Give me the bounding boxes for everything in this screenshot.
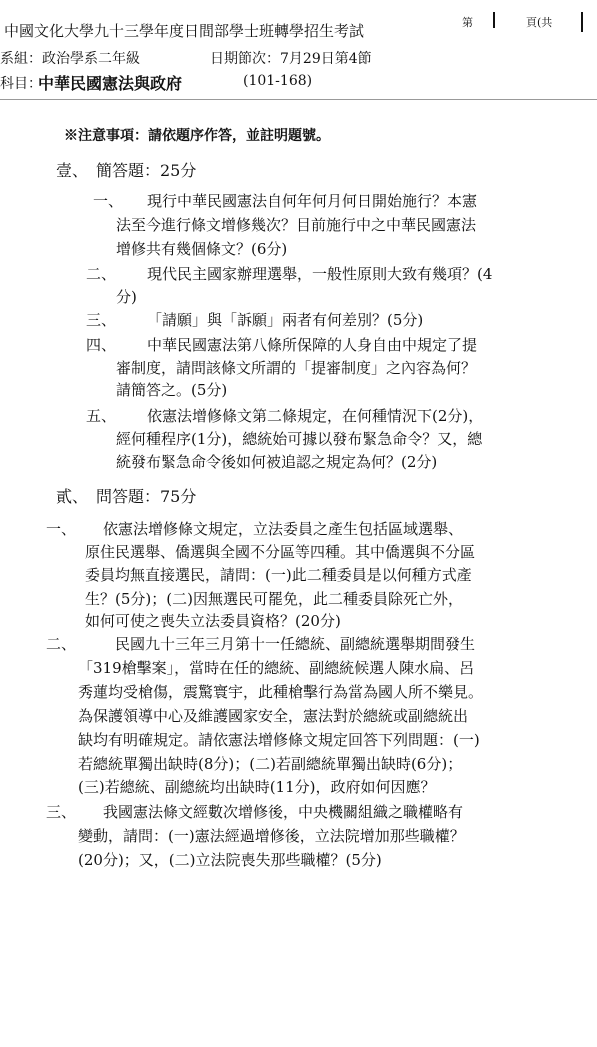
page-total-mark [581,12,583,32]
subject-label: 科目： [0,76,42,92]
section2-heading: 貳、 問答題：75分 [56,487,197,506]
section1-heading: 壹、 簡答題：25分 [56,161,197,180]
date-session: 日期節次：7月29日第4節 [210,51,372,67]
exam-title: 中國文化大學九十三學年度日間部學士班轉學招生考試 [4,22,365,40]
dept-label: 系組：政治學系二年級 [0,51,140,67]
page-label-left: 第 [462,16,473,29]
header-divider [0,99,597,100]
subject-name: 中華民國憲法與政府 [38,74,183,93]
subject-code: (101-168) [243,73,313,89]
page-label-right: 頁(共 [526,16,553,29]
notice: ※注意事項：請依題序作答，並註明題號。 [64,128,330,144]
page-number-mark [493,12,495,28]
